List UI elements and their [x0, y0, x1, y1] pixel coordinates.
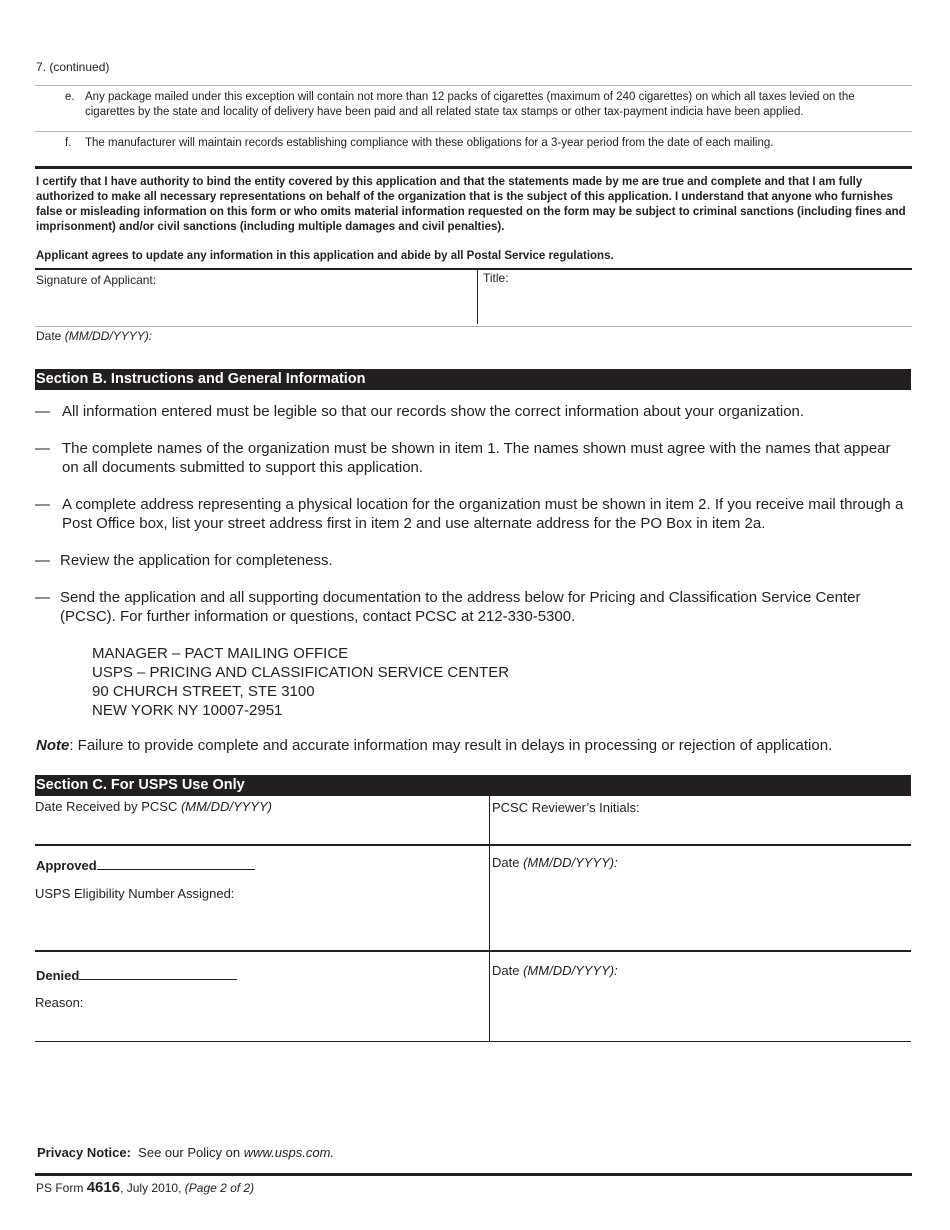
address-line: MANAGER – PACT MAILING OFFICE [92, 645, 349, 662]
divider [35, 844, 911, 846]
instruction-bullet [35, 439, 905, 477]
date-received-field[interactable] [35, 799, 485, 841]
signature-field[interactable] [36, 273, 476, 321]
privacy-link[interactable]: www.usps.com. [243, 1145, 335, 1160]
date-label: Date [492, 855, 520, 870]
divider-vertical [477, 270, 478, 324]
title-label: Title: [483, 271, 509, 285]
divider [35, 1041, 911, 1042]
address-line: 90 CHURCH STREET, STE 3100 [92, 683, 315, 700]
instruction-text: A complete address representing a physical location for the organization must be shown in item 2. If you receive mail through a Post Office box, list your street address first in item 2 and use alternate address for the PO Box in item 2a. [62, 496, 904, 532]
eligibility-number-field[interactable] [35, 886, 485, 941]
date-format: (MM/DD/YYYY): [523, 855, 618, 870]
certification-agreement: Applicant agrees to update any information in this application and abide by all Postal Service regulations. [36, 250, 614, 262]
denied-date-field[interactable] [492, 963, 907, 1035]
date-format: (MM/DD/YYYY): [523, 963, 618, 978]
section-c-header: Section C. For USPS Use Only [35, 775, 911, 796]
denied-label: Denied [36, 968, 80, 983]
dash: — [35, 589, 50, 606]
divider-thick [35, 1173, 912, 1176]
date-label: Date [492, 963, 520, 978]
privacy-text: See our Policy on [138, 1145, 241, 1160]
approved-label: Approved [36, 858, 97, 873]
approved-blank[interactable] [97, 855, 255, 870]
privacy-notice [37, 1145, 334, 1160]
note-label: Note [36, 737, 70, 754]
note-text: : Failure to provide complete and accurate information may result in delays in processing or rejection of application. [69, 737, 833, 754]
form-prefix: PS Form [36, 1181, 84, 1195]
address-line: NEW YORK NY 10007-2951 [92, 702, 283, 719]
certification-statement: I certify that I have authority to bind the entity covered by this application and that the statements made by me are true and complete and that I am fully authorized to make all necessary representations on behalf of the organization that is the subject of this application. I understand that anyone who furnishes false or misleading information on this form or who omits material information requested on the form may be subject to criminal sanctions (including fines and imprisonment) and/or civil sanctions (including multiple damages and civil penalties). [36, 176, 906, 233]
date-label: Date [36, 329, 62, 343]
divider [35, 326, 912, 327]
item-7-continued-header: 7. (continued) [36, 60, 110, 74]
instruction-bullet [35, 495, 905, 533]
form-number: 4616 [86, 1179, 121, 1196]
page-number: (Page 2 of 2) [184, 1181, 255, 1195]
title-field[interactable] [483, 271, 908, 321]
divider [35, 131, 912, 132]
date-format: (MM/DD/YYYY): [64, 329, 153, 343]
approved-date-field[interactable] [492, 855, 907, 940]
reviewer-initials-field[interactable] [492, 800, 907, 842]
instruction-bullet [35, 402, 905, 421]
divider [35, 85, 912, 86]
section-b-header: Section B. Instructions and General Information [35, 369, 911, 390]
privacy-label: Privacy Notice: [37, 1145, 131, 1160]
instruction-text: Send the application and all supporting documentation to the address below for Pricing and Classification Service Center (PCSC). For further information or questions, contact PCSC at 212-330-5300. [60, 589, 861, 625]
instruction-text: The complete names of the organization must be shown in item 1. The names shown must agree with the names that appear on all documents submitted to support this application. [62, 440, 891, 476]
signature-label: Signature of Applicant: [36, 273, 157, 287]
reviewer-initials-label: PCSC Reviewer’s Initials: [492, 800, 640, 815]
divider [35, 268, 912, 270]
instruction-bullet [35, 551, 905, 570]
instruction-text: Review the application for completeness. [60, 552, 333, 569]
denied-blank[interactable] [79, 965, 237, 980]
item-7e-marker: e. [65, 91, 75, 103]
divider-vertical [489, 796, 490, 1042]
applicant-date-field[interactable] [36, 329, 456, 349]
divider-thick [35, 166, 912, 169]
mailing-address [92, 644, 509, 720]
dash: — [35, 552, 50, 569]
date-received-label: Date Received by PCSC [35, 799, 178, 814]
dash: — [35, 496, 50, 513]
date-format: (MM/DD/YYYY) [180, 799, 272, 814]
dash: — [35, 403, 50, 420]
form-id [36, 1179, 254, 1196]
divider [35, 950, 911, 952]
eligibility-number-label: USPS Eligibility Number Assigned: [35, 886, 235, 901]
item-7f-marker: f. [65, 137, 72, 149]
form-date: , July 2010, [120, 1181, 182, 1195]
reason-field[interactable] [35, 995, 485, 1035]
item-7f-text: The manufacturer will maintain records establishing compliance with these obligations for a 3-year period from the date of each mailing. [85, 137, 774, 149]
instruction-bullet [35, 588, 905, 626]
item-7e-text: Any package mailed under this exception will contain not more than 12 packs of cigarettes (maximum of 240 cigarettes) on which all taxes levied on the cigarettes by the state and locality of delivery have been paid and all related state tax stamps or other tax-payment indicia have been applied. [85, 91, 855, 118]
reason-label: Reason: [35, 995, 84, 1010]
instruction-text: All information entered must be legible so that our records show the correct information about your organization. [62, 403, 805, 420]
note [36, 737, 832, 754]
approved-field [36, 855, 255, 873]
address-line: USPS – PRICING AND CLASSIFICATION SERVICE CENTER [92, 664, 510, 681]
dash: — [35, 440, 50, 457]
denied-field [36, 965, 237, 983]
